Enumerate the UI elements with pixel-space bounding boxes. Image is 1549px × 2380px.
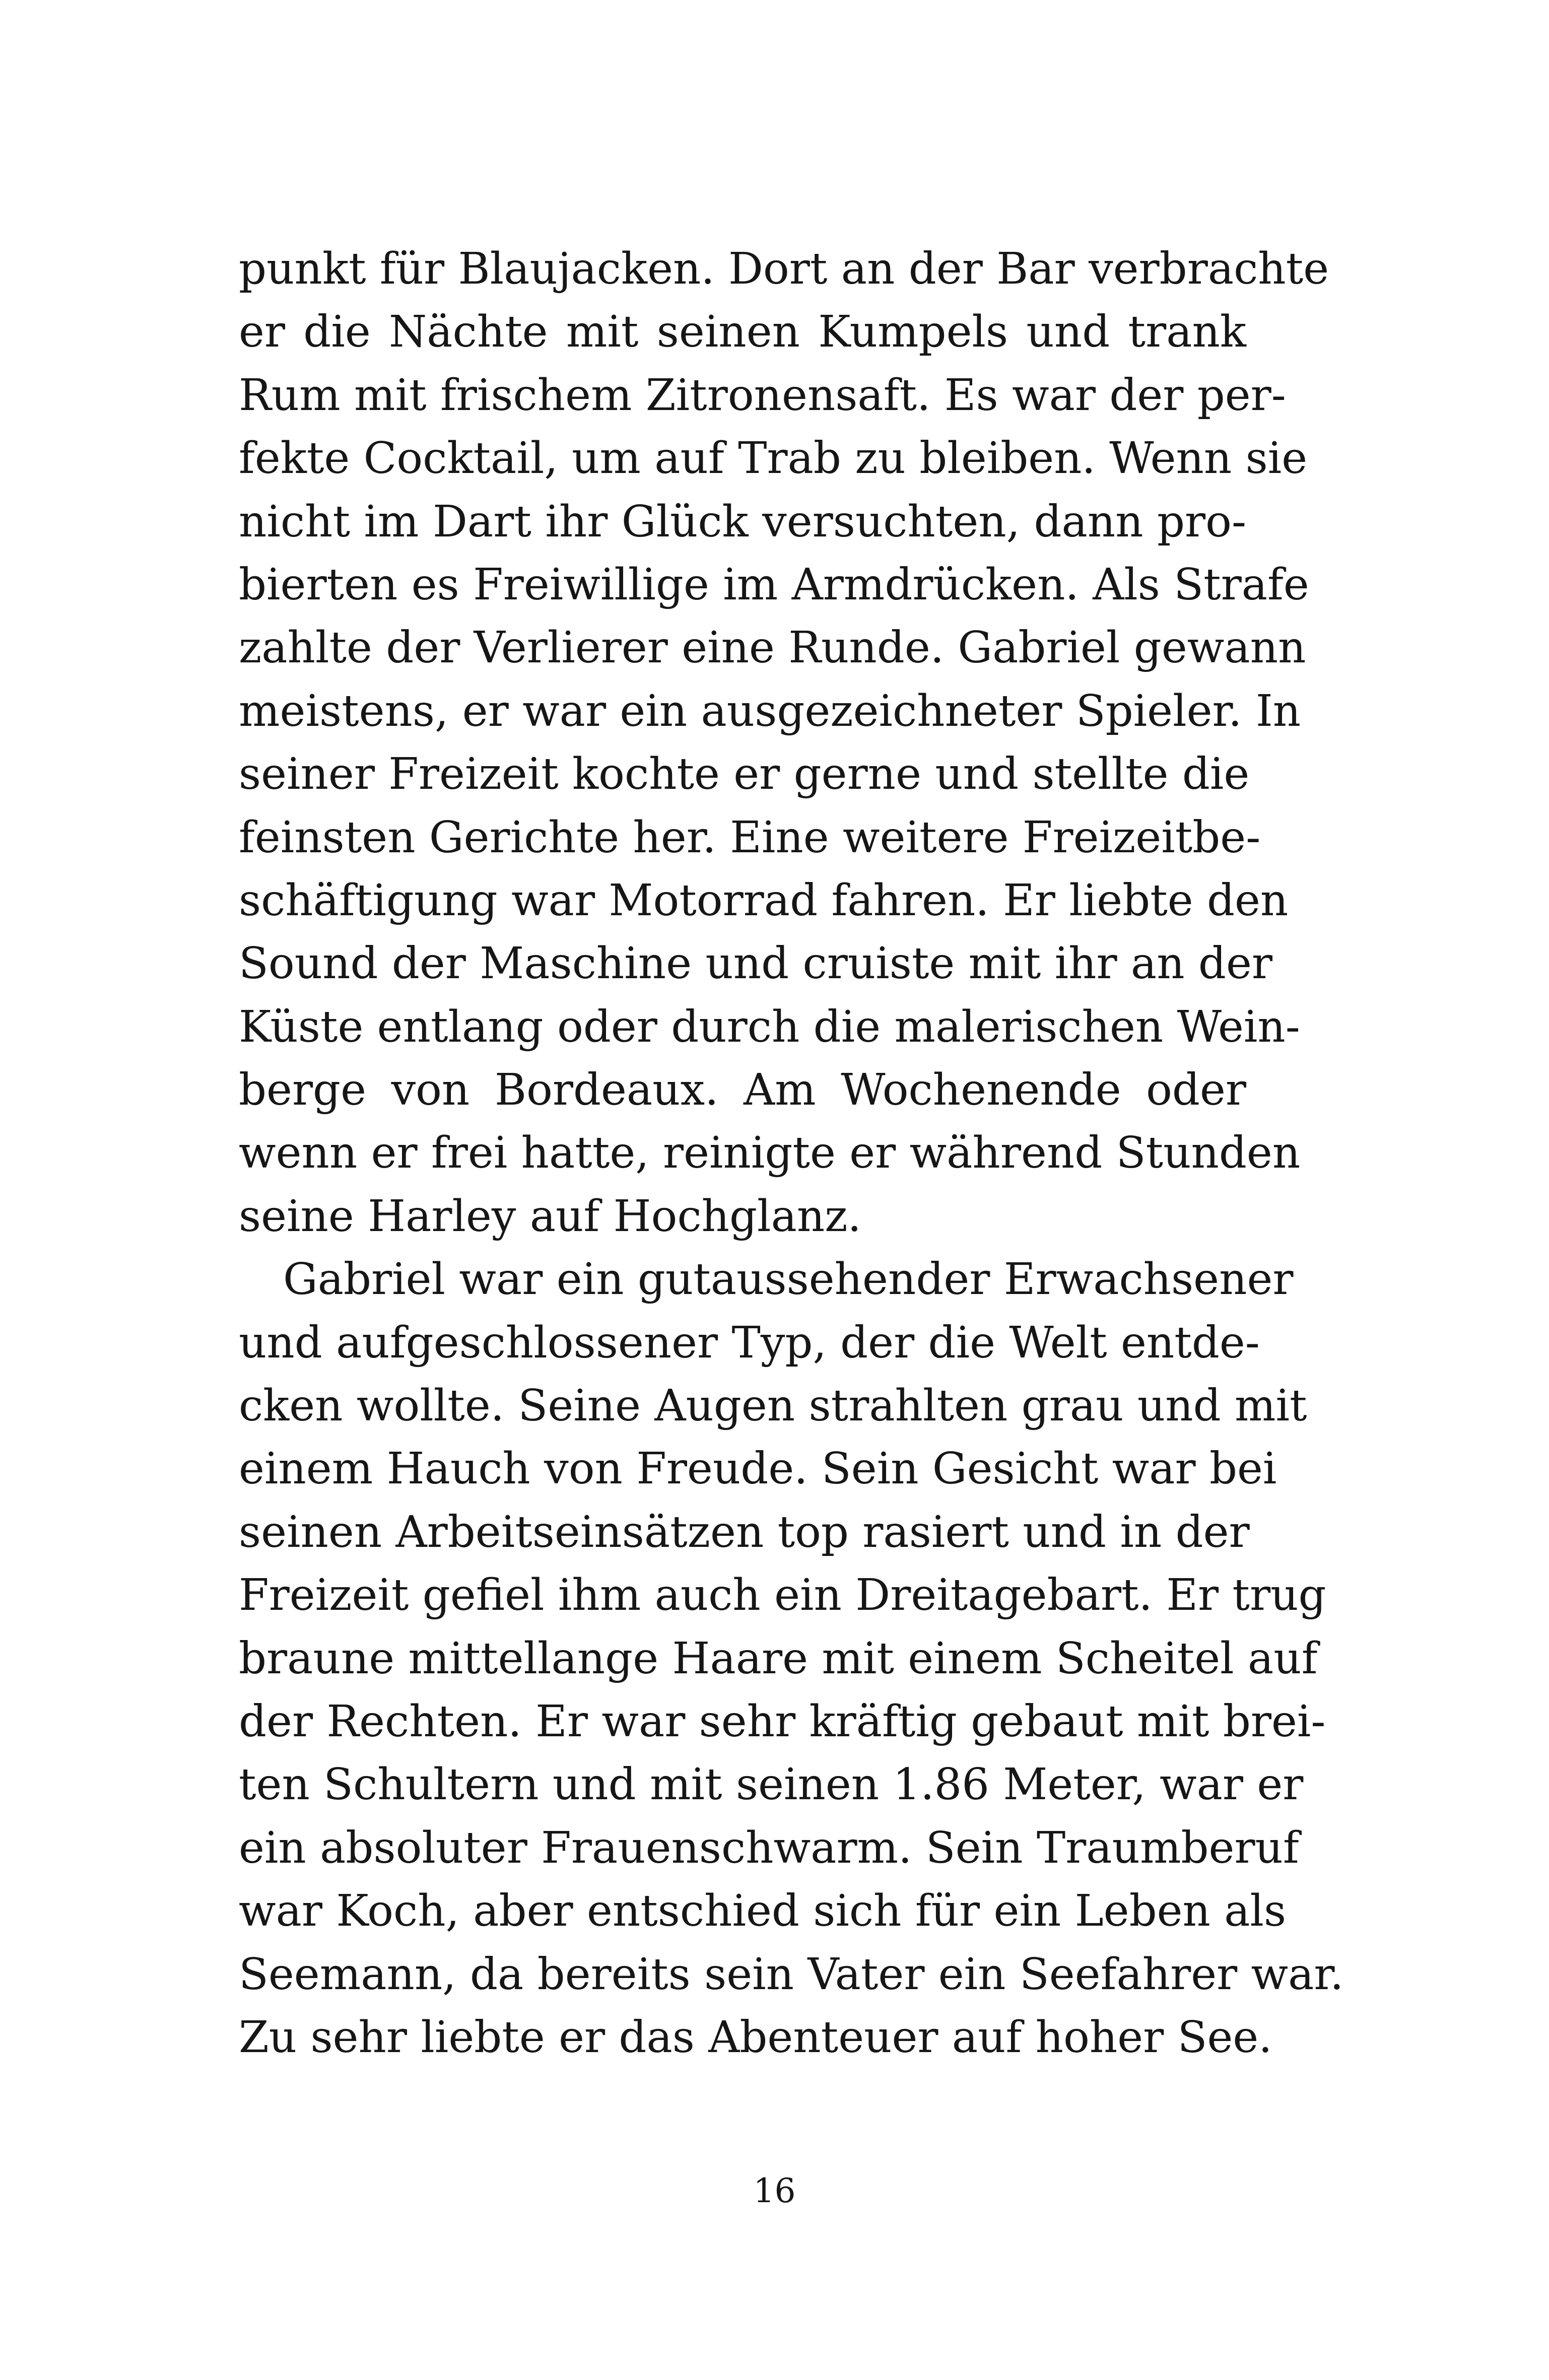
text-line: fekte Cocktail, um auf Trab zu bleiben. Wenn sie [239,433,1308,484]
text-line: Zu sehr liebte er das Abenteuer auf hoher See. [239,2012,1272,2063]
text-line: war Koch, aber entschied sich für ein Leben als [239,1886,1287,1937]
text-line: punkt für Blaujacken. Dort an der Bar verbrachte [239,244,1329,294]
page-number: 16 [753,2171,796,2210]
text-line: Freizeit gefiel ihm auch ein Dreitagebart. Er trug [239,1570,1326,1621]
text-line: feinsten Gerichte her. Eine weitere Freizeitbe- [239,812,1261,863]
paragraph-start-line: Gabriel war ein gutaussehender Erwachsener [283,1254,1294,1305]
text-line: seiner Freizeit kochte er gerne und stellte die [239,749,1250,800]
text-line: cken wollte. Seine Augen strahlten grau und mit [239,1381,1307,1432]
text-line: bierten es Freiwillige im Armdrücken. Als Strafe [239,559,1309,610]
text-line: ten Schultern und mit seinen 1.86 Meter, war er [239,1759,1304,1810]
text-line: braune mittellange Haare mit einem Scheitel auf [239,1633,1318,1684]
paragraph-end-line: seine Harley auf Hochglanz. [239,1191,861,1242]
text-line: meistens, er war ein ausgezeichneter Spieler. In [239,686,1301,736]
text-line: wenn er frei hatte, reinigte er während Stunden [239,1128,1301,1179]
text-line: er die Nächte mit seinen Kumpels und trank [239,307,1246,358]
text-line: und aufgeschlossener Typ, der die Welt entde- [239,1317,1260,1368]
text-line: ein absoluter Frauenschwarm. Sein Traumberuf [239,1822,1299,1873]
text-line: Sound der Maschine und cruiste mit ihr an der [239,938,1272,989]
text-line: Küste entlang oder durch die malerischen Wein- [239,1001,1300,1052]
text-line: berge von Bordeaux. Am Wochenende oder [239,1065,1246,1116]
text-line: schäftigung war Motorrad fahren. Er liebte den [239,875,1289,926]
text-line: Seemann, da bereits sein Vater ein Seefahrer war. [239,1949,1344,2000]
text-line: zahlte der Verlierer eine Runde. Gabriel gewann [239,623,1306,673]
text-line: der Rechten. Er war sehr kräftig gebaut mit brei- [239,1696,1326,1747]
text-line: Rum mit frischem Zitronensaft. Es war der per- [239,370,1286,421]
text-line: nicht im Dart ihr Glück versuchten, dann pro- [239,496,1246,547]
text-line: seinen Arbeitseinsätzen top rasiert und in der [239,1507,1250,1557]
body-text [239,238,1344,2069]
text-line: einem Hauch von Freude. Sein Gesicht war bei [239,1444,1277,1494]
